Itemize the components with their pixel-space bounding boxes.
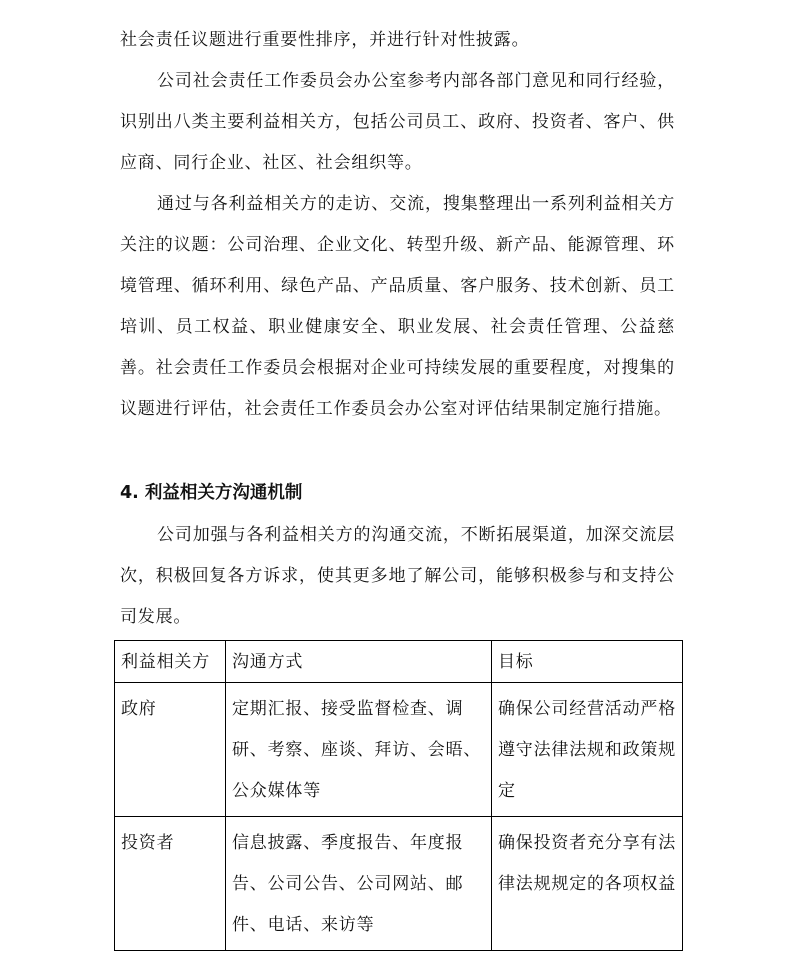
table-row xyxy=(115,683,683,817)
cell-method: 定期汇报、接受监督检查、调研、考察、座谈、拜访、会晤、公众媒体等 xyxy=(226,683,492,817)
paragraph-communication: 公司加强与各利益相关方的沟通交流，不断拓展渠道，加深交流层次，积极回复各方诉求，使其更多地了解公司，能够积极参与和支持公司发展。 xyxy=(120,525,675,627)
header-method: 沟通方式 xyxy=(226,641,492,683)
paragraph-issue-collection: 通过与各利益相关方的走访、交流，搜集整理出一系列利益相关方关注的议题：公司治理、企业文化、转型升级、新产品、能源管理、环境管理、循环利用、绿色产品、产品质量、客户服务、技术创新、员工培训、员工权益、职业健康安全、职业发展、社会责任管理、公益慈善。社会责任工作委员会根据对企业可持续发展的重要程度，对搜集的议题进行评估，社会责任工作委员会办公室对评估结果制定施行措施。 xyxy=(120,194,675,419)
header-goal: 目标 xyxy=(492,641,683,683)
cell-goal: 确保公司经营活动严格遵守法律法规和政策规定 xyxy=(492,683,683,817)
paragraph-stakeholder-identification: 公司社会责任工作委员会办公室参考内部各部门意见和同行经验，识别出八类主要利益相关方，包括公司员工、政府、投资者、客户、供应商、同行企业、社区、社会组织等。 xyxy=(120,71,675,173)
table-header-row xyxy=(115,641,683,683)
header-stakeholder: 利益相关方 xyxy=(115,641,226,683)
cell-stakeholder: 政府 xyxy=(115,683,226,817)
section-heading: 4. 利益相关方沟通机制 xyxy=(120,483,303,503)
cell-goal: 确保投资者充分享有法律法规规定的各项权益 xyxy=(492,817,683,951)
table-row xyxy=(115,817,683,951)
communication-table xyxy=(114,640,683,951)
cell-stakeholder: 投资者 xyxy=(115,817,226,951)
cell-method: 信息披露、季度报告、年度报告、公司公告、公司网站、邮件、电话、来访等 xyxy=(226,817,492,951)
paragraph-continuation: 社会责任议题进行重要性排序，并进行针对性披露。 xyxy=(120,30,530,50)
